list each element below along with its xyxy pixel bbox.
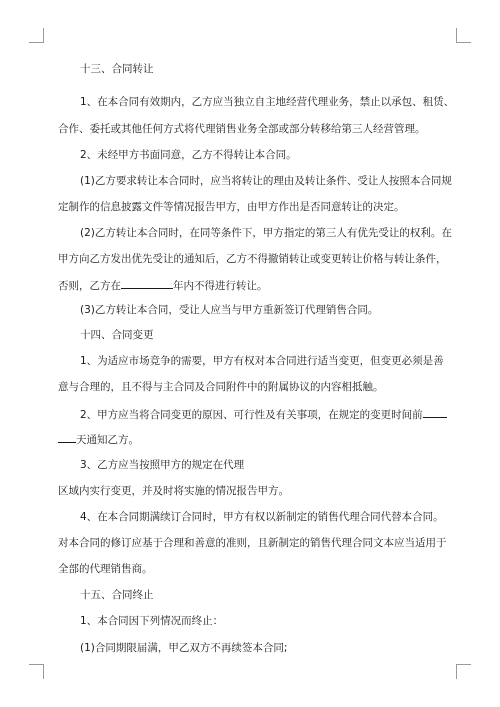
fill-in-blank[interactable] (58, 431, 76, 443)
paragraph-line: 4、在本合同期满续订合同时，甲方有权以新制定的销售代理合同代替本合同。 (80, 511, 444, 523)
paragraph-line-with-blank (58, 277, 268, 293)
paragraph-line: 全部的代理销售商。 (58, 563, 153, 575)
paragraph-line: 对本合同的修订应基于合理和善意的准则，且新制定的销售代理合同文本应当适用于 (58, 537, 447, 549)
text-segment: 否则，乙方在 (58, 280, 121, 292)
fill-in-blank[interactable] (423, 406, 447, 418)
paragraph-line: 区域内实行变更，并及时将实施的情况报告甲方。 (58, 485, 289, 497)
paragraph-line: 合作、委托或其他任何方式将代理销售业务全部或部分转移给第三人经营管理。 (58, 123, 426, 135)
paragraph-line: 甲方向乙方发出优先受让的通知后，乙方不得撤销转让或变更转让价格与转让条件， (58, 253, 447, 265)
section-14-heading: 十四、合同变更 (80, 329, 154, 341)
paragraph-line: 3、乙方应当按照甲方的规定在代理 (80, 459, 245, 471)
paragraph-line: (3)乙方转让本合同，受让人应当与甲方重新签订代理销售合同。 (80, 304, 379, 316)
text-segment: 2、甲方应当将合同变更的原因、可行性及有关事项，在规定的变更时间前 (80, 409, 423, 421)
paragraph-line: 定制作的信息披露文件等情况报告甲方，由甲方作出是否同意转让的决定。 (58, 201, 405, 213)
paragraph-line: (2)乙方转让本合同时，在同等条件下，甲方指定的第三人有优先受让的权利。在 (80, 227, 452, 239)
crop-mark-bottom-left (29, 664, 44, 679)
section-13-heading: 十三、合同转让 (80, 63, 154, 75)
paragraph-line: 1、本合同因下列情况而终止： (80, 615, 224, 627)
text-segment: 天通知乙方。 (76, 434, 139, 446)
paragraph-line: 1、在本合同有效期内，乙方应当独立自主地经营代理业务，禁止以承包、租赁、 (80, 96, 455, 108)
crop-mark-top-left (29, 28, 44, 43)
paragraph-line: 意与合理的，且不得与主合同及合同附件中的附属协议的内容相抵触。 (58, 381, 384, 393)
paragraph-line-with-blank (80, 406, 447, 422)
paragraph-line: (1)合同期限届满，甲乙双方不再续签本合同; (80, 642, 288, 654)
paragraph-line: 1、为适应市场竞争的需要，甲方有权对本合同进行适当变更，但变更必须是善 (80, 355, 444, 367)
section-15-heading: 十五、合同终止 (80, 589, 154, 601)
fill-in-blank[interactable] (121, 277, 173, 289)
paragraph-line-with-blank (58, 431, 139, 447)
crop-mark-top-right (456, 28, 471, 43)
text-segment: 年内不得进行转让。 (173, 280, 268, 292)
crop-mark-bottom-right (456, 664, 471, 679)
paragraph-line: 2、未经甲方书面同意，乙方不得转让本合同。 (80, 149, 297, 161)
paragraph-line: (1)乙方要求转让本合同时，应当将转让的理由及转让条件、受让人按照本合同规 (80, 175, 452, 187)
